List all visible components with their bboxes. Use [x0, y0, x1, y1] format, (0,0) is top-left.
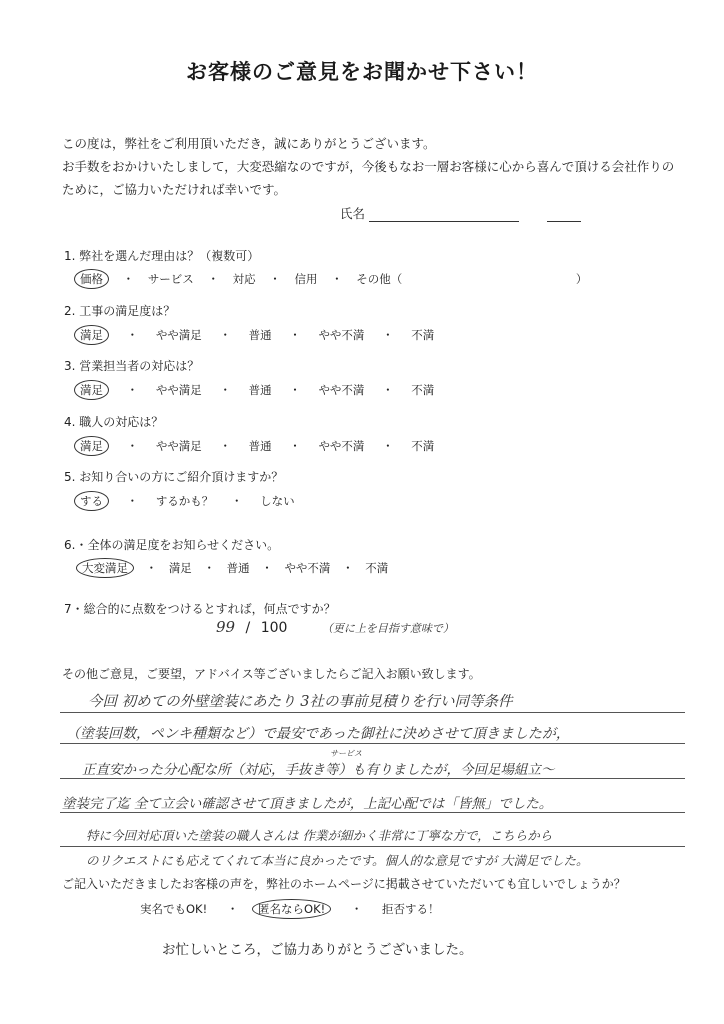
option-dissatisfied[interactable]: 不満	[411, 439, 435, 453]
option-dissatisfied[interactable]: 不満	[411, 328, 435, 342]
comment-annotation: サービス	[330, 749, 362, 758]
option-other-close: ）	[575, 272, 588, 286]
question-5-options: する ・ するかも？ ・ しない	[80, 491, 295, 511]
closing-message: お忙しいところ，ご協力ありがとうございました。	[162, 942, 473, 958]
option-somewhat-satisfied[interactable]: やや満足	[155, 439, 202, 453]
question-4: 4. 職人の対応は？	[64, 415, 164, 429]
intro-line-3: ために，ご協力いただければ幸いです。	[62, 182, 287, 197]
option-satisfied[interactable]: 満足	[74, 436, 109, 456]
question-3: 3. 営業担当者の対応は？	[64, 359, 200, 373]
score-value: 99	[216, 618, 236, 636]
comment-line-6[interactable]: のリクエストにも応えてくれて本当に良かったです。個人的な意見ですが 大満足でした。	[86, 853, 589, 868]
option-other[interactable]: その他（	[356, 272, 403, 286]
question-2: 2. 工事の満足度は？	[64, 304, 176, 318]
comment-line-1[interactable]: 今回 初めての外壁塗装にあたり 3社の事前見積りを行い同等条件	[88, 694, 513, 710]
question-1-options: 価格 ・ サービス ・ 対応 ・ 信用 ・ その他（ ）	[80, 269, 587, 289]
option-will-refer[interactable]: する	[74, 491, 109, 511]
option-dissatisfied[interactable]: 不満	[411, 383, 435, 397]
comment-line-4[interactable]: 塗装完了迄 全て立会い確認させて頂きましたが，上記心配では「皆無」でした。	[62, 796, 553, 812]
option-normal[interactable]: 普通	[248, 439, 272, 453]
publish-options: 実名でもOK! ・ 匿名ならOK! ・ 拒否する！	[140, 899, 440, 919]
option-somewhat-dissatisfied[interactable]: やや不満	[318, 328, 365, 342]
comment-rule-1	[60, 712, 685, 713]
score-field[interactable]	[216, 618, 454, 636]
question-3-options: 満足 ・ やや満足 ・ 普通 ・ やや不満 ・ 不満	[80, 380, 434, 400]
publish-question: ご記入いただきましたお客様の声を，弊社のホームページに掲載させていただいても宜しいでしょうか？	[62, 877, 626, 891]
option-decline[interactable]: 拒否する！	[382, 902, 440, 916]
option-response[interactable]: 対応	[232, 272, 256, 286]
score-max: 100	[260, 620, 288, 636]
comments-label: その他ご意見，ご要望，アドバイス等ございましたらご記入お願い致します。	[62, 667, 481, 681]
option-normal[interactable]: 普通	[226, 561, 250, 575]
option-somewhat-dissatisfied[interactable]: やや不満	[318, 439, 365, 453]
score-note: （更に上を目指す意味で）	[321, 622, 454, 635]
question-6: 6.・全体の満足度をお知らせください。	[64, 538, 280, 552]
question-4-options: 満足 ・ やや満足 ・ 普通 ・ やや不満 ・ 不満	[80, 436, 434, 456]
option-somewhat-satisfied[interactable]: やや満足	[155, 383, 202, 397]
option-normal[interactable]: 普通	[248, 383, 272, 397]
comment-rule-3	[60, 778, 685, 779]
name-underline	[369, 207, 519, 222]
page-title: お客様のご意見をお聞かせ下さい！	[186, 60, 538, 84]
comment-rule-2	[60, 743, 685, 744]
name-label: 氏名	[340, 206, 366, 221]
intro-line-1: この度は，弊社をご利用頂いただき，誠にありがとうございます。	[62, 136, 436, 151]
option-dissatisfied[interactable]: 不満	[365, 561, 389, 575]
option-somewhat-satisfied[interactable]: やや満足	[155, 328, 202, 342]
option-somewhat-dissatisfied[interactable]: やや不満	[284, 561, 331, 575]
option-normal[interactable]: 普通	[248, 328, 272, 342]
question-1: 1. 弊社を選んだ理由は？（複数可）	[64, 249, 260, 263]
score-slash: /	[245, 620, 251, 636]
option-real-name-ok[interactable]: 実名でもOK!	[140, 902, 208, 916]
comment-line-2[interactable]: （塗装回数，ペンキ種類など）で最安であった御社に決めさせて頂きましたが，	[66, 726, 570, 742]
option-trust[interactable]: 信用	[294, 272, 318, 286]
option-anonymous-ok[interactable]: 匿名ならOK!	[252, 899, 331, 919]
option-satisfied[interactable]: 満足	[74, 380, 109, 400]
question-5: 5. お知り合いの方にご紹介頂けますか？	[64, 470, 284, 484]
option-satisfied[interactable]: 満足	[74, 325, 109, 345]
option-very-satisfied[interactable]: 大変満足	[76, 558, 134, 578]
question-6-options: 大変満足 ・ 満足 ・ 普通 ・ やや不満 ・ 不満	[82, 558, 388, 578]
option-somewhat-dissatisfied[interactable]: やや不満	[318, 383, 365, 397]
comment-line-5[interactable]: 特に今回対応頂いた塗装の職人さんは 作業が細かく非常に丁寧な方で，こちらから	[86, 828, 553, 843]
name-underline-2	[547, 207, 581, 222]
comment-rule-5	[60, 846, 685, 847]
option-service[interactable]: サービス	[147, 272, 194, 286]
option-price[interactable]: 価格	[74, 269, 109, 289]
option-maybe-refer[interactable]: するかも？	[155, 494, 214, 508]
intro-line-2: お手数をおかけいたしまして，大変恐縮なのですが，今後もなお一層お客様に心から喜んで頂ける会社作りの	[62, 159, 675, 174]
name-field[interactable]	[340, 204, 581, 222]
option-will-not-refer[interactable]: しない	[260, 494, 295, 508]
comment-rule-4	[60, 812, 685, 813]
option-satisfied[interactable]: 満足	[168, 561, 192, 575]
question-2-options: 満足 ・ やや満足 ・ 普通 ・ やや不満 ・ 不満	[80, 325, 434, 345]
question-7: 7・総合的に点数をつけるとすれば，何点ですか？	[64, 602, 336, 616]
comment-line-3[interactable]: 正直安かった分心配な所（対応，手抜き等）も有りましたが，今回足場組立～	[82, 762, 555, 778]
